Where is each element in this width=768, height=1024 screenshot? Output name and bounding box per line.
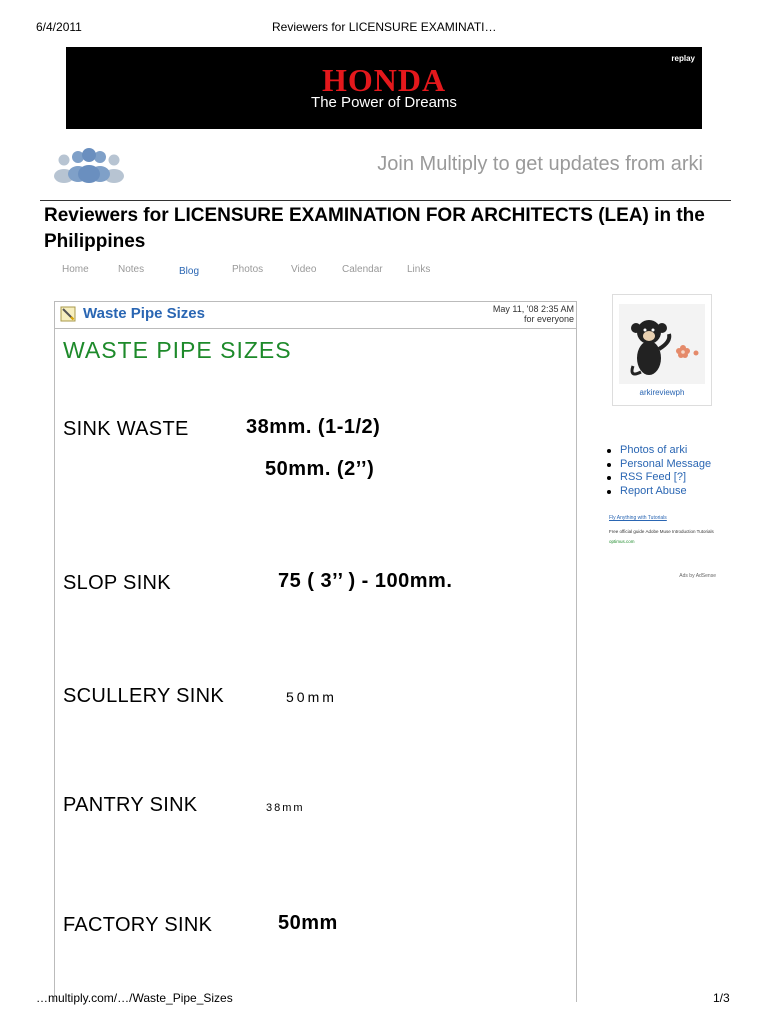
ad-tagline: The Power of Dreams [311,94,457,111]
row-value-pantry-sink: 38mm [266,802,305,814]
row-value-sink-waste-2: 50mm. (2’’) [265,458,375,480]
post-visibility: for everyone [523,314,574,324]
sidebar-link-report[interactable] [604,485,711,499]
bullet-icon [607,476,611,480]
nav-item-links[interactable]: Links [407,264,431,275]
print-doc-title: Reviewers for LICENSURE EXAMINATI… [272,20,497,34]
row-label-scullery-sink: SCULLERY SINK [63,685,225,707]
nav-item-video[interactable]: Video [291,264,317,275]
ad-replay-button[interactable]: replay [671,54,695,63]
row-value-factory-sink: 50mm [278,912,338,934]
row-value-slop-sink: 75 ( 3’’ ) - 100mm. [278,570,453,592]
sidebar-link-label[interactable]: RSS Feed [?] [620,471,687,483]
profile-card[interactable] [612,294,712,406]
bullet-icon [607,449,611,453]
nav-item-notes[interactable]: Notes [118,264,145,275]
profile-username-link[interactable]: arkireviewph [639,388,685,397]
ad-url[interactable]: optimus.com [609,539,635,544]
nav-item-blog[interactable]: Blog [179,266,200,277]
post-body-slide [55,329,576,1002]
join-bar[interactable] [40,140,720,196]
print-page-number: 1/3 [713,991,730,1005]
sidebar-link-photos[interactable] [604,444,711,458]
ad-banner[interactable] [66,47,702,129]
bullet-icon [607,463,611,467]
join-multiply-link[interactable]: Join Multiply to get updates from arki [377,153,703,175]
post-header [55,302,576,329]
print-footer-url: …multiply.com/…/Waste_Pipe_Sizes [36,991,233,1005]
sidebar-links [604,444,711,498]
note-pencil-icon [60,306,76,322]
people-group-icon [50,146,128,186]
blog-post [54,301,577,1002]
row-label-sink-waste: SINK WASTE [63,418,189,440]
header-divider [40,200,731,201]
print-date: 6/4/2011 [36,20,82,34]
row-label-slop-sink: SLOP SINK [63,572,171,594]
post-meta [493,304,574,324]
row-value-scullery-sink: 50mm [286,689,337,705]
row-label-factory-sink: FACTORY SINK [63,914,213,936]
sidebar-link-message[interactable] [604,458,711,472]
nav-item-calendar[interactable]: Calendar [342,264,383,275]
row-value-sink-waste-1: 38mm. (1-1/2) [246,416,381,438]
print-header [0,0,768,44]
ad-brand-logo: HONDA [321,62,447,98]
monkey-avatar-icon[interactable] [619,304,705,384]
ad-attribution[interactable]: Ads by AdSense [679,573,716,579]
sidebar-link-label[interactable]: Photos of arki [620,444,688,456]
ad-headline-link[interactable]: Fly Anything with Tutorials [609,515,667,521]
post-date: May 11, '08 2:35 AM [492,304,574,314]
sidebar-link-label[interactable]: Personal Message [620,457,712,470]
sidebar-link-rss[interactable] [604,471,711,485]
nav-item-photos[interactable]: Photos [232,264,264,275]
sidebar-link-label[interactable]: Report Abuse [620,484,687,497]
page-title: Reviewers for LICENSURE EXAMINATION FOR ARCHITECTS (LEA) in the Philippines [44,205,705,252]
bullet-icon [607,490,611,494]
slide-title: WASTE PIPE SIZES [63,337,292,363]
nav-item-home[interactable]: Home [62,264,89,275]
ad-body-text: Free official guide Adobe Muse Introduction Tutorials [609,529,714,534]
post-title-link[interactable]: Waste Pipe Sizes [83,305,205,322]
sidebar-text-ad[interactable] [609,515,719,585]
row-label-pantry-sink: PANTRY SINK [63,794,198,816]
